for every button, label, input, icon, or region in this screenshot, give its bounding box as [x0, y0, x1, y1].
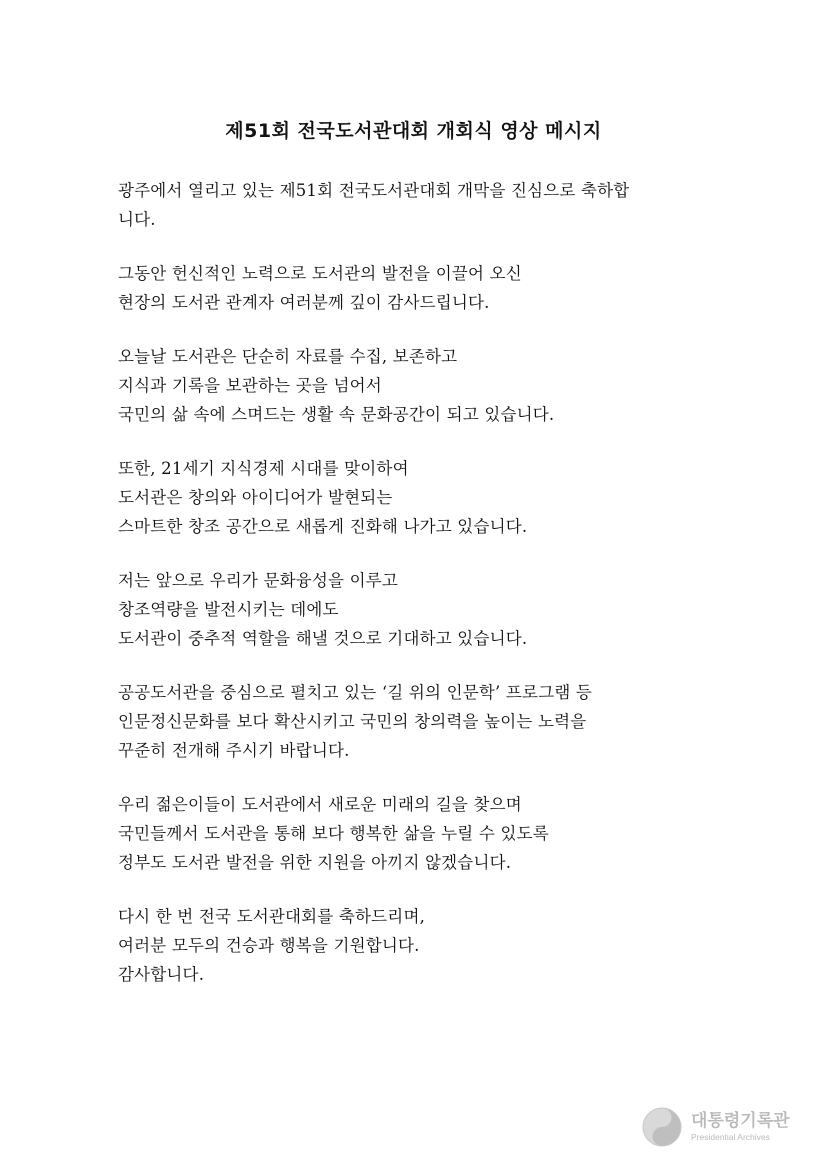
- paragraph: [118, 678, 718, 765]
- text-line: 그동안 헌신적인 노력으로 도서관의 발전을 이끌어 오신: [118, 264, 522, 283]
- text-line: 저는 앞으로 우리가 문화융성을 이루고: [118, 571, 399, 590]
- text-line: 스마트한 창조 공간으로 새롭게 진화해 나가고 있습니다.: [118, 517, 528, 536]
- watermark-text: [691, 1111, 790, 1143]
- text-line: 정부도 도서관 발전을 위한 지원을 아끼지 않겠습니다.: [118, 853, 512, 872]
- text-line: 도서관이 중추적 역할을 해낼 것으로 기대하고 있습니다.: [118, 629, 528, 648]
- paragraph: [118, 454, 718, 541]
- paragraph: [118, 176, 718, 234]
- text-line: 여러분 모두의 건승과 행복을 기원합니다.: [118, 936, 420, 955]
- text-line: 국민들께서 도서관을 통해 보다 행복한 삶을 누릴 수 있도록: [118, 824, 549, 843]
- page-title: 제51회 전국도서관대회 개회식 영상 메시지: [225, 120, 602, 142]
- text-line: 꾸준히 전개해 주시기 바랍니다.: [118, 741, 350, 760]
- text-line: 오늘날 도서관은 단순히 자료를 수집, 보존하고: [118, 347, 458, 366]
- paragraph: [118, 902, 718, 989]
- watermark-name-en: Presidential Archives: [691, 1132, 770, 1142]
- watermark-name-ko: 대통령기록관: [691, 1111, 790, 1131]
- text-line: 니다.: [118, 210, 156, 229]
- document-body: [118, 176, 718, 1014]
- text-line: 또한, 21세기 지식경제 시대를 맞이하여: [118, 459, 409, 478]
- text-line: 국민의 삶 속에 스며드는 생활 속 문화공간이 되고 있습니다.: [118, 405, 555, 424]
- text-line: 현장의 도서관 관계자 여러분께 깊이 감사드립니다.: [118, 293, 490, 312]
- text-line: 감사합니다.: [118, 965, 205, 984]
- text-line: 인문정신문화를 보다 확산시키고 국민의 창의력을 높이는 노력을: [118, 712, 587, 731]
- paragraph: [118, 259, 718, 317]
- taegeuk-emblem-icon: [641, 1106, 683, 1148]
- text-line: 다시 한 번 전국 도서관대회를 축하드리며,: [118, 907, 426, 926]
- text-line: 창조역량을 발전시키는 데에도: [118, 600, 339, 619]
- paragraph: [118, 566, 718, 653]
- paragraph: [118, 790, 718, 877]
- text-line: 우리 젊은이들이 도서관에서 새로운 미래의 길을 찾으며: [118, 795, 522, 814]
- archive-watermark: [641, 1104, 811, 1150]
- text-line: 도서관은 창의와 아이디어가 발현되는: [118, 488, 393, 507]
- text-line: 광주에서 열리고 있는 제51회 전국도서관대회 개막을 진심으로 축하합: [118, 181, 630, 200]
- text-line: 지식과 기록을 보관하는 곳을 넘어서: [118, 376, 382, 395]
- paragraph: [118, 342, 718, 429]
- text-line: 공공도서관을 중심으로 펼치고 있는 ‘길 위의 인문학’ 프로그램 등: [118, 683, 593, 702]
